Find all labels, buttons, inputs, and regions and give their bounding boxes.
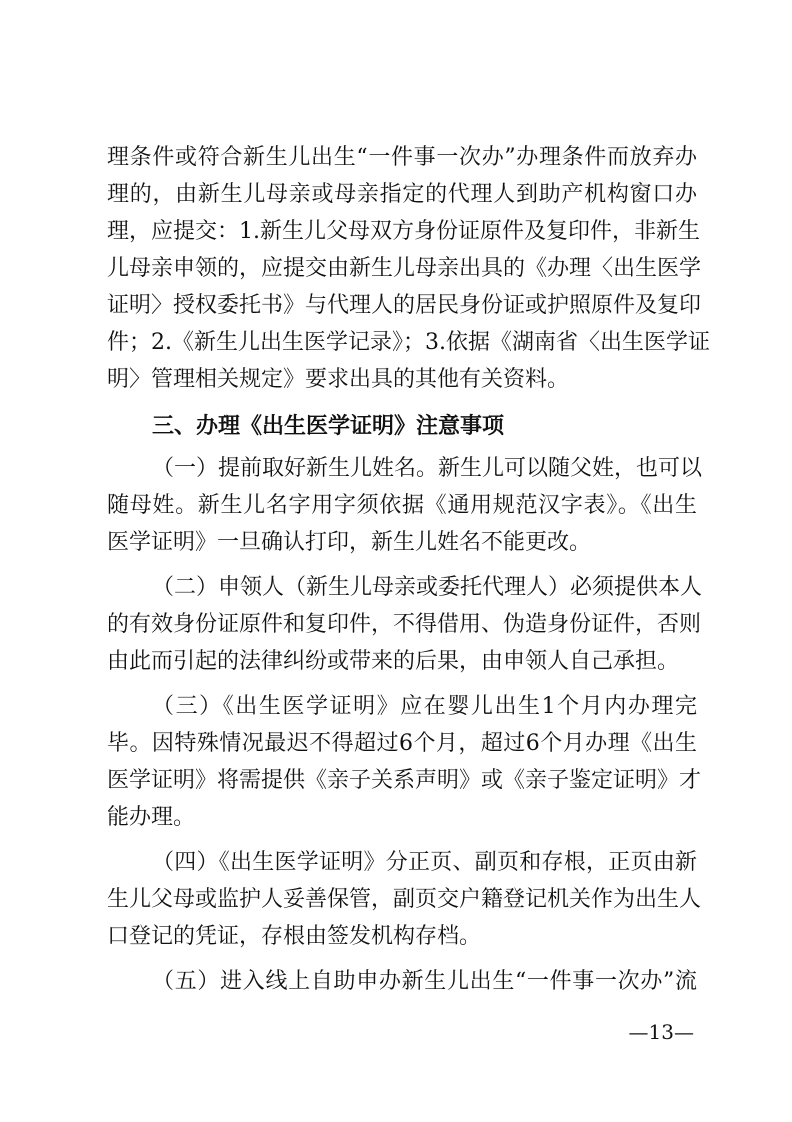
paragraph-line: 理的，由新生儿母亲或母亲指定的代理人到助产机构窗口办 <box>107 182 697 207</box>
item-line: （四）《出生医学证明》分正页、副页和存根，正页由新 <box>152 850 697 875</box>
section-heading: 三、办理《出生医学证明》注意事项 <box>152 414 505 439</box>
item-line: （三）《出生医学证明》应在婴儿出生1个月内办理完 <box>152 694 697 719</box>
item-line: 的有效身份证原件和复印件，不得借用、伪造身份证件，否则 <box>107 612 702 637</box>
paragraph-line: 明〉管理相关规定》要求出具的其他有关资料。 <box>107 367 570 392</box>
item-line: 随母姓。新生儿名字用字须依据《通用规范汉字表》。《出生 <box>107 493 697 518</box>
item-line: （二）申领人（新生儿母亲或委托代理人）必须提供本人 <box>152 575 703 600</box>
item-line: 毕。因特殊情况最迟不得超过6个月，超过6个月办理《出生 <box>107 731 697 756</box>
page-number: —13— <box>628 1020 694 1044</box>
item-line: 生儿父母或监护人妥善保管，副页交户籍登记机关作为出生人 <box>107 887 702 912</box>
item-line: 医学证明》一旦确认打印，新生儿姓名不能更改。 <box>107 530 592 555</box>
paragraph-line: 证明〉授权委托书》与代理人的居民身份证或护照原件及复印 <box>107 293 702 318</box>
item-line: 医学证明》将需提供《亲子关系声明》或《亲子鉴定证明》才 <box>107 768 702 793</box>
paragraph-line: 儿母亲申领的，应提交由新生儿母亲出具的《办理〈出生医学 <box>107 256 702 281</box>
paragraph-line: 理，应提交：1.新生儿父母双方身份证原件及复印件，非新生 <box>107 219 700 244</box>
paragraph-line: 件；2.《新生儿出生医学记录》；3.依据《湖南省〈出生医学证 <box>107 330 710 355</box>
paragraph-line: 理条件或符合新生儿出生“一件事一次办”办理条件而放弃办 <box>107 145 697 170</box>
item-line: 能办理。 <box>107 805 196 830</box>
item-line: 口登记的凭证，存根由签发机构存档。 <box>107 924 482 949</box>
item-line: （五）进入线上自助申办新生儿出生“一件事一次办”流 <box>152 969 697 994</box>
item-line: 由此而引起的法律纠纷或带来的后果，由申领人自己承担。 <box>107 649 680 674</box>
item-line: （一）提前取好新生儿姓名。新生儿可以随父姓，也可以 <box>152 456 703 481</box>
